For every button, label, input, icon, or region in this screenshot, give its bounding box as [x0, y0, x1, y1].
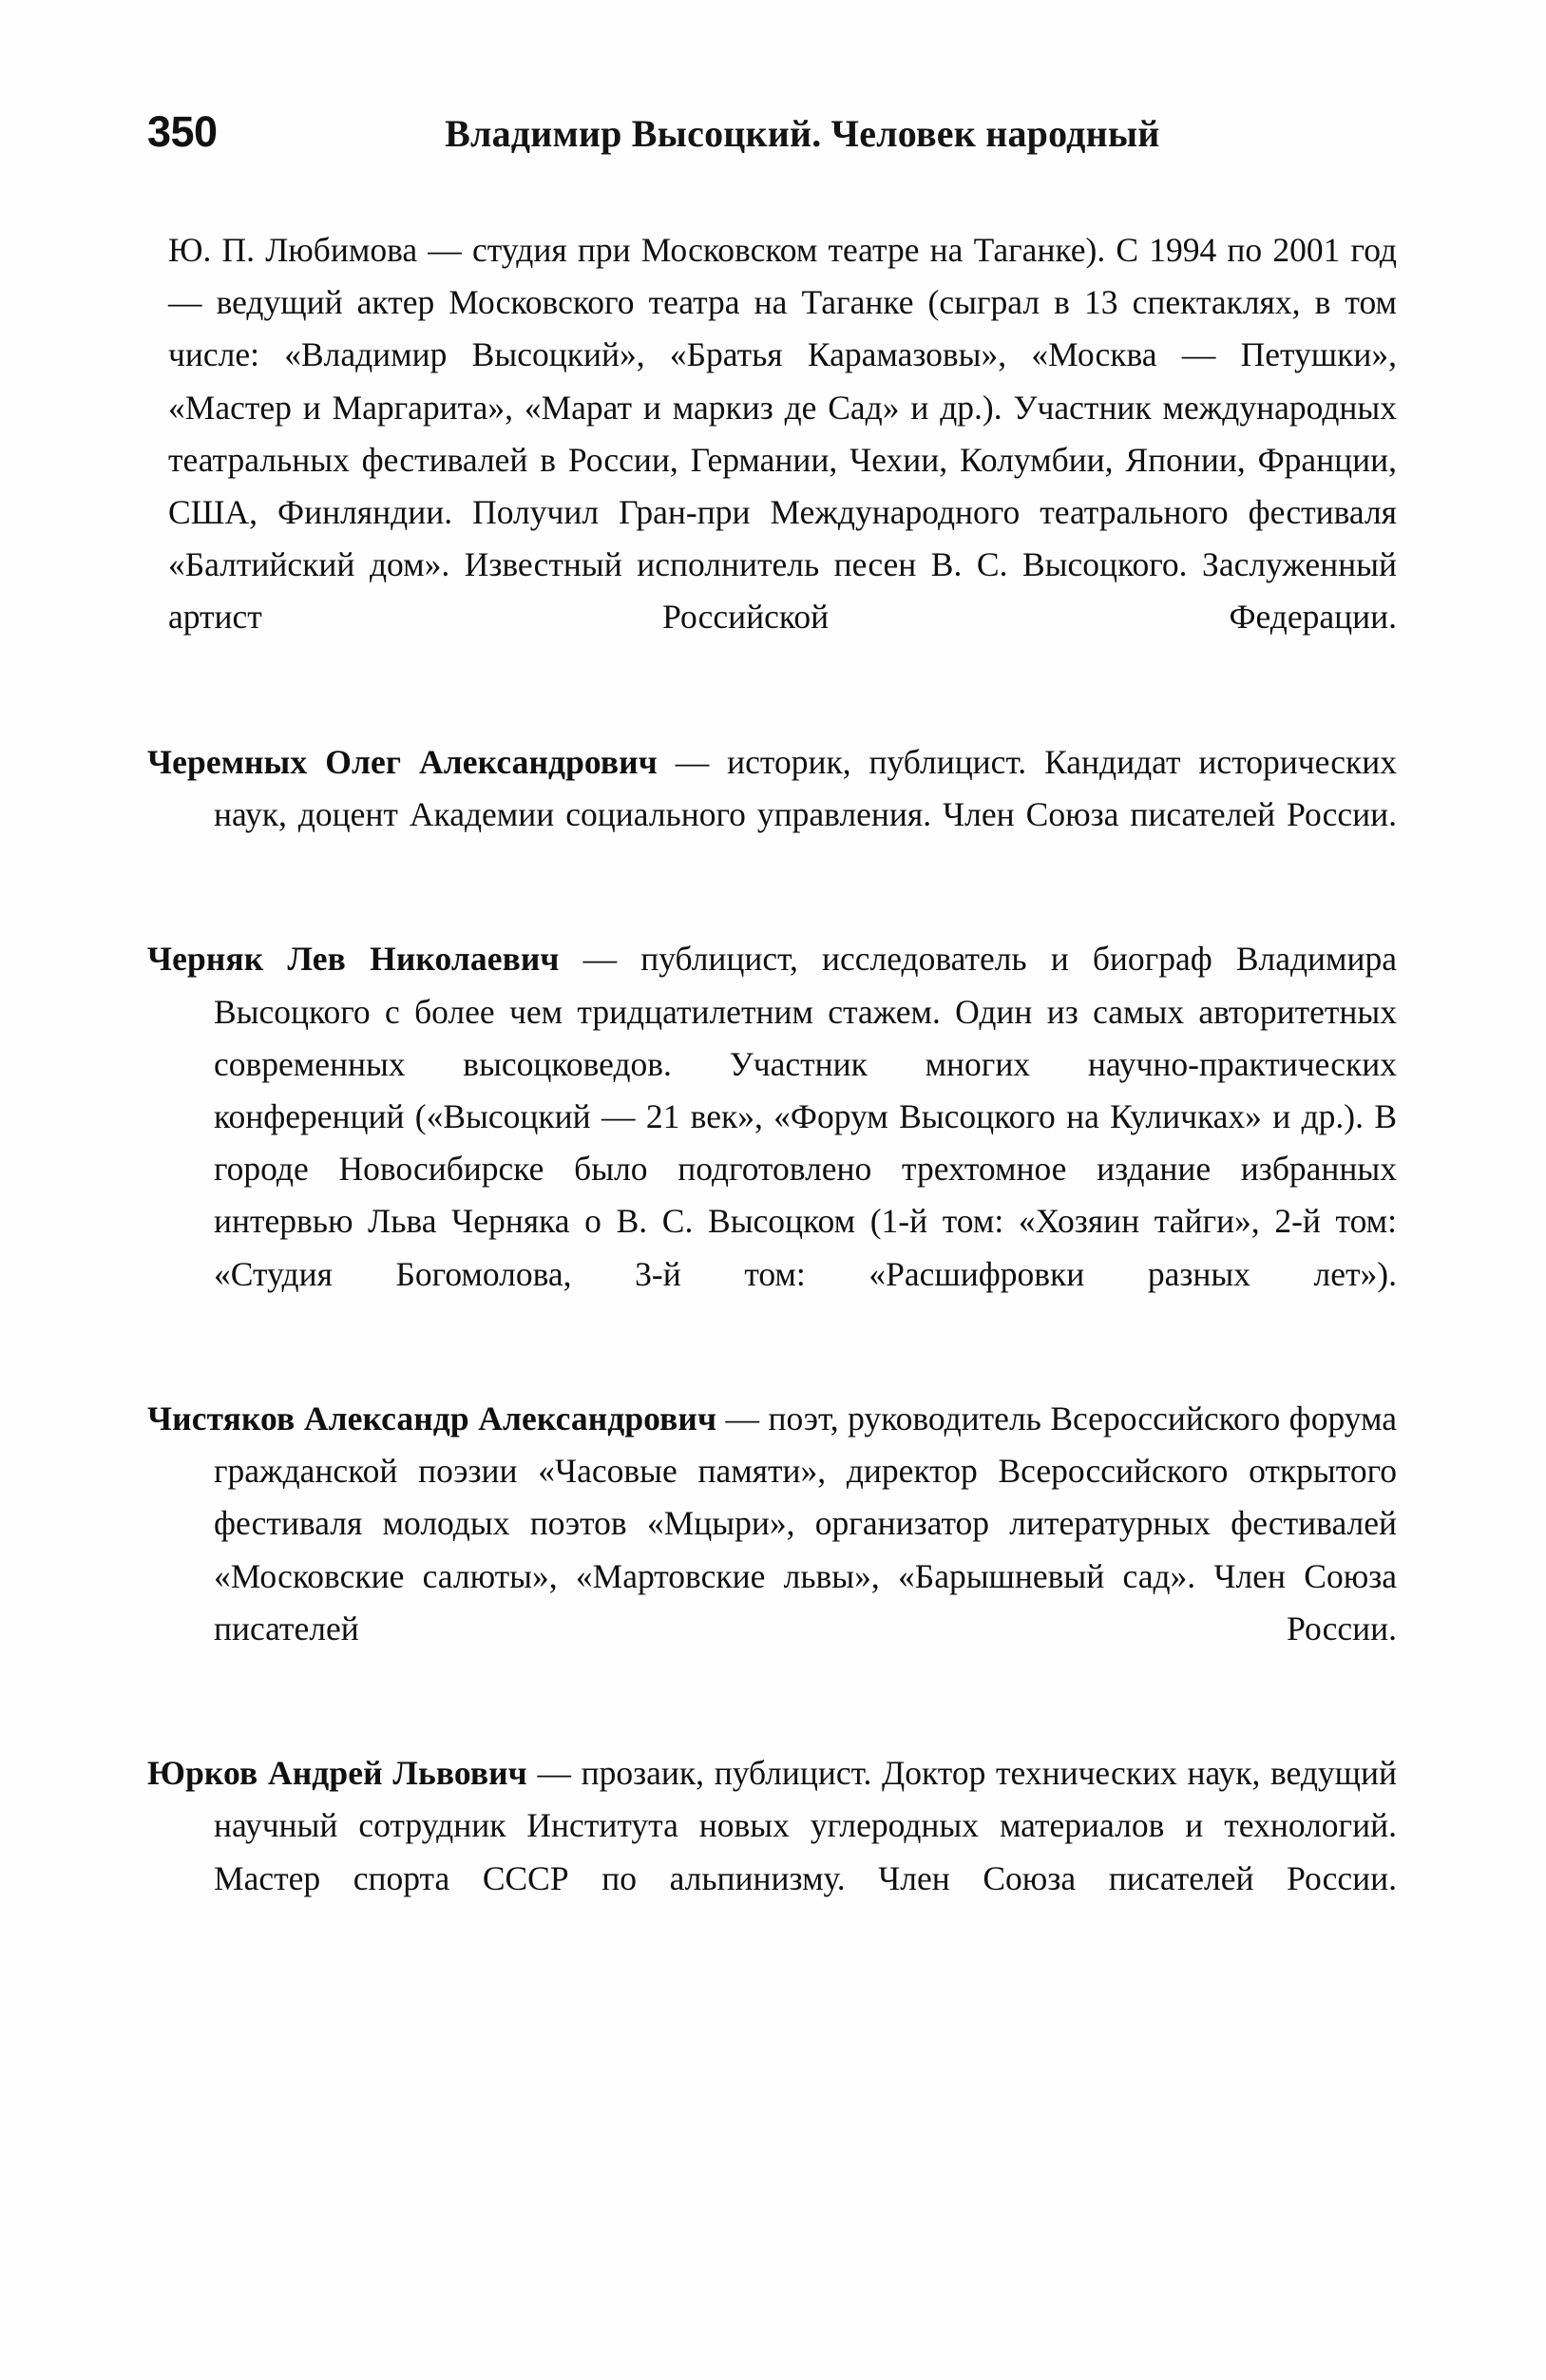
entry-description: — историк, публицист. Кандидат исторических наук, доцент Академии социального управления. Член Союза писателей России.: [214, 742, 1397, 834]
biography-entry: [147, 1393, 1397, 1707]
page-number: 350: [147, 107, 218, 156]
running-head: [147, 107, 1406, 167]
entry-description: — поэт, руководитель Всероссийского форума гражданской поэзии «Часовые памяти», директор Всероссийского открытого фестиваля молодых поэтов «Мцыри», организатор литературных фестивалей «Московские салюты», «Мартовские львы», «Барышневый сад». Член Союза писателей России.: [214, 1399, 1397, 1647]
biography-entry: [147, 933, 1397, 1353]
entry-name: Чистяков Александр Александрович: [147, 1399, 717, 1438]
biography-entry: [147, 736, 1397, 894]
entry-name: Черняк Лев Николаевич: [147, 940, 560, 979]
page-body: [147, 224, 1397, 1957]
entry-description: — прозаик, публицист. Доктор технических наук, ведущий научный сотрудник Института новых углеродных материалов и технологий. Мастер спорта СССР по альпинизму. Член Союза писателей России.: [214, 1754, 1397, 1897]
entry-description: — публицист, исследователь и биограф Владимира Высоцкого с более чем тридцатилетним стажем. Один из самых авторитетных современных высоцковедов. Участник многих научно-практических конференций («Высоцкий — 21 век», «Форум Высоцкого на Куличках» и др.). В городе Новосибирске было подготовлено трехтомное издание избранных интервью Льва Черняка о В. С. Высоцком (1-й том: «Хозяин тайги», 2-й том: «Студия Богомолова, 3-й том: «Расшифровки разных лет»).: [214, 940, 1397, 1293]
running-title: Владимир Высоцкий. Человек народный: [445, 112, 1160, 155]
entry-name: Юрков Андрей Львович: [147, 1754, 527, 1793]
biography-entry: [147, 1747, 1397, 1957]
entry-name: Черемных Олег Александрович: [147, 742, 658, 781]
continued-paragraph: Ю. П. Любимова — студия при Московском театре на Таганке). С 1994 по 2001 год — ведущий актер Московского театра на Таганке (сыграл в 13 спектаклях, в том числе: «Владимир Высоцкий», «Братья Карамазовы», «Москва — Петушки», «Мастер и Маргарита», «Марат и маркиз де Сад» и др.). Участник международных театральных фестивалей в России, Германии, Чехии, Колумбии, Японии, Франции, США, Финляндии. Получил Гран-при Международного театрального фестиваля «Балтийский дом». Известный исполнитель песен В. С. Высоцкого. Заслуженный артист Российской Федерации.: [168, 231, 1397, 637]
